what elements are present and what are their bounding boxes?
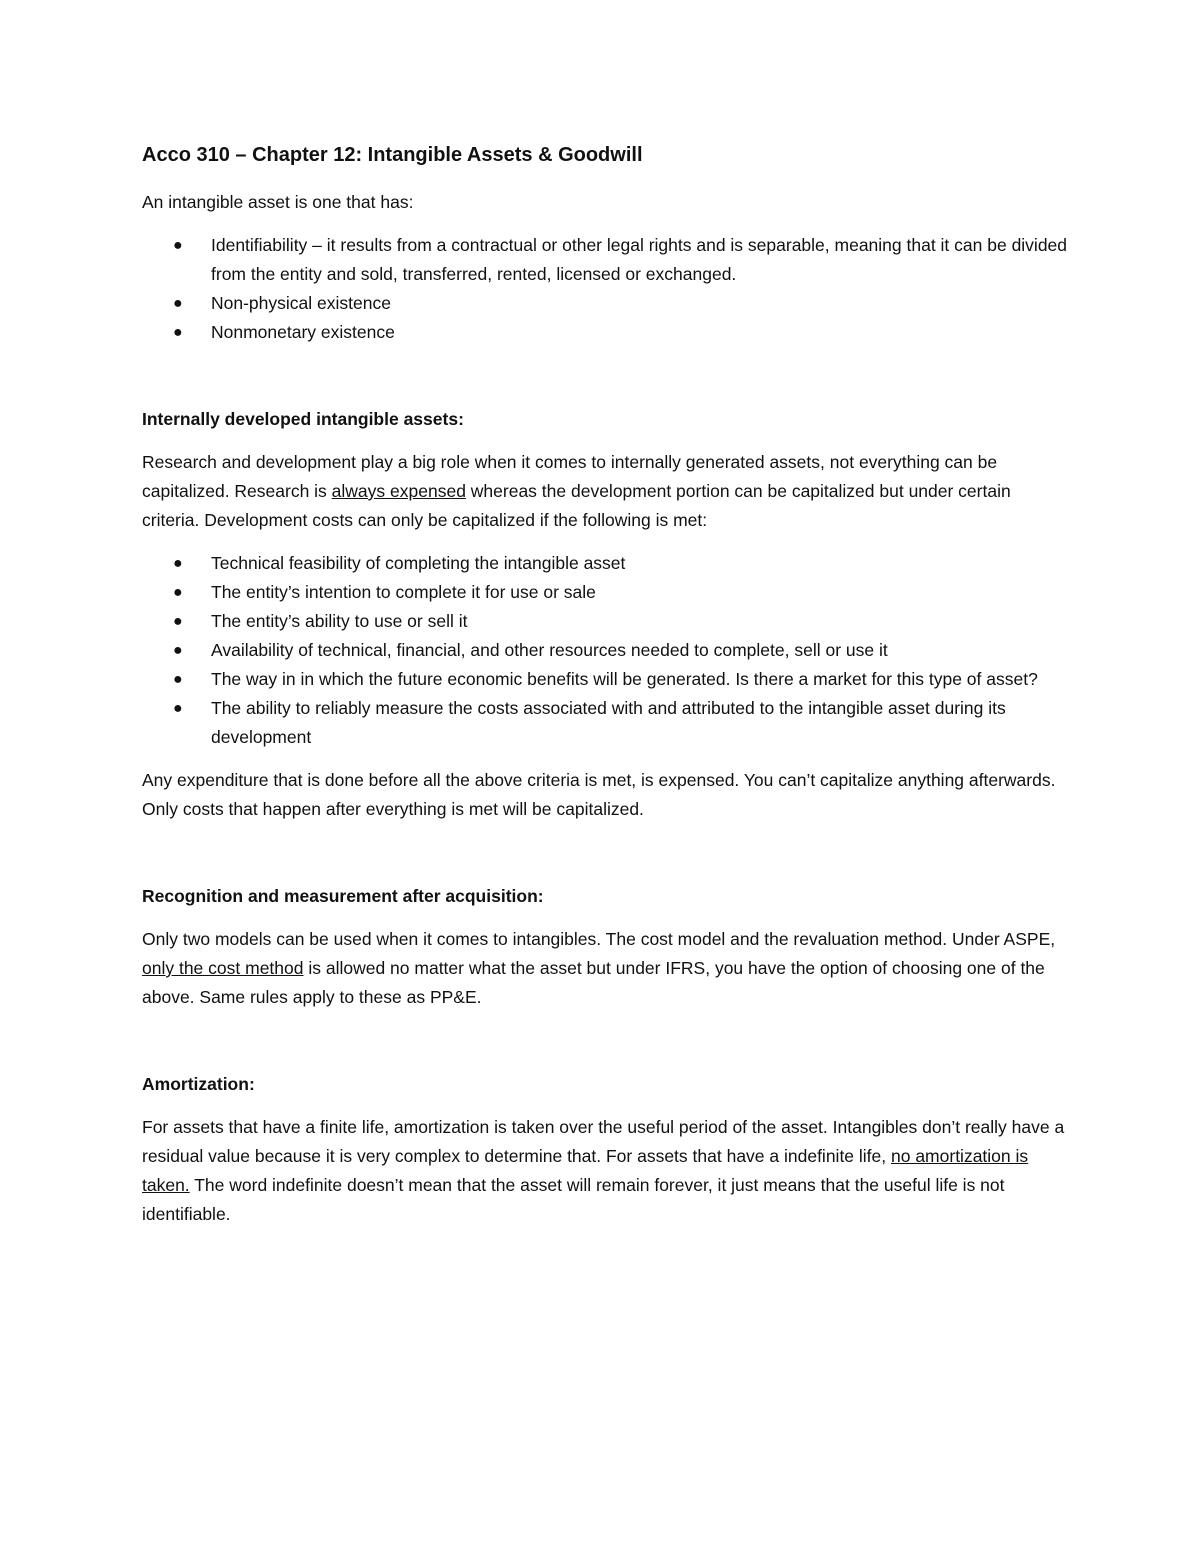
list-item-text: The entity’s ability to use or sell it: [211, 611, 468, 631]
underlined-text: no amortization is taken.: [142, 1146, 1029, 1195]
paragraph-text: Only two models can be used when it comes to intangibles. The cost model and the revaluation method. Under ASPE,: [142, 929, 1056, 949]
list-item: [142, 694, 1072, 752]
list-item: [142, 549, 1072, 578]
section-paragraph: [142, 925, 1072, 1012]
section-paragraph: [142, 448, 1072, 535]
list-item-text: The way in in which the future economic benefits will be generated. Is there a market for this type of asset?: [211, 669, 1038, 689]
list-item: [142, 318, 1072, 347]
bullet-icon: ●: [173, 324, 183, 341]
list-item-text: The ability to reliably measure the costs associated with and attributed to the intangible asset during its development: [211, 698, 1006, 747]
list-item: [142, 231, 1072, 289]
list-item: [142, 289, 1072, 318]
section-heading-recognition-measurement: Recognition and measurement after acquisition:: [142, 886, 544, 906]
document-page: [142, 140, 1072, 1243]
section-paragraph: Any expenditure that is done before all the above criteria is met, is expensed. You can’t capitalize anything afterwards. Only costs that happen after everything is met will be capitalized.: [142, 770, 1056, 819]
intro-text: An intangible asset is one that has:: [142, 192, 414, 212]
bullet-icon: ●: [173, 700, 183, 717]
bullet-icon: ●: [173, 584, 183, 601]
underlined-text: only the cost method: [142, 958, 304, 978]
bullet-icon: ●: [173, 295, 183, 312]
list-item-text: Nonmonetary existence: [211, 322, 395, 342]
paragraph-text: is allowed no matter what the asset but under IFRS, you have the option of choosing one of the above. Same rules apply to these as PP&E.: [142, 958, 1045, 1007]
list-item-text: Availability of technical, financial, and other resources needed to complete, sell or use it: [211, 640, 888, 660]
bullet-icon: ●: [173, 642, 183, 659]
bullet-icon: ●: [173, 555, 183, 572]
bullet-icon: ●: [173, 237, 183, 254]
list-item-text: The entity’s intention to complete it for use or sale: [211, 582, 596, 602]
underlined-text: always expensed: [331, 481, 466, 501]
intro-list: [142, 231, 1072, 347]
bullet-icon: ●: [173, 671, 183, 688]
section-heading-internally-developed: Internally developed intangible assets:: [142, 409, 464, 429]
list-item: [142, 665, 1072, 694]
list-item-text: Identifiability – it results from a contractual or other legal rights and is separable, meaning that it can be divided from the entity and sold, transferred, rented, licensed or exchanged.: [211, 235, 1068, 284]
paragraph-text: For assets that have a finite life, amortization is taken over the useful period of the asset. Intangibles don’t really have a residual value because it is very complex to determine that. For assets that have a indefinite life,: [142, 1117, 1065, 1166]
paragraph-text: whereas the development portion can be capitalized but under certain criteria. Development costs can only be capitalized if the following is met:: [142, 481, 1011, 530]
list-item: [142, 636, 1072, 665]
spacer: [142, 361, 1072, 405]
bullet-icon: ●: [173, 613, 183, 630]
spacer: [142, 1026, 1072, 1070]
list-item: [142, 578, 1072, 607]
list-item-text: Technical feasibility of completing the intangible asset: [211, 553, 626, 573]
paragraph-text: The word indefinite doesn’t mean that the asset will remain forever, it just means that the useful life is not identifiable.: [142, 1175, 1005, 1224]
spacer: [142, 838, 1072, 882]
criteria-list: [142, 549, 1072, 752]
list-item: [142, 607, 1072, 636]
document-title: Acco 310 – Chapter 12: Intangible Assets & Goodwill: [142, 144, 643, 166]
section-heading-amortization: Amortization:: [142, 1074, 255, 1094]
section-paragraph: [142, 1113, 1072, 1229]
list-item-text: Non-physical existence: [211, 293, 391, 313]
paragraph-text: Research and development play a big role when it comes to internally generated assets, not everything can be capitalized. Research is: [142, 452, 998, 501]
